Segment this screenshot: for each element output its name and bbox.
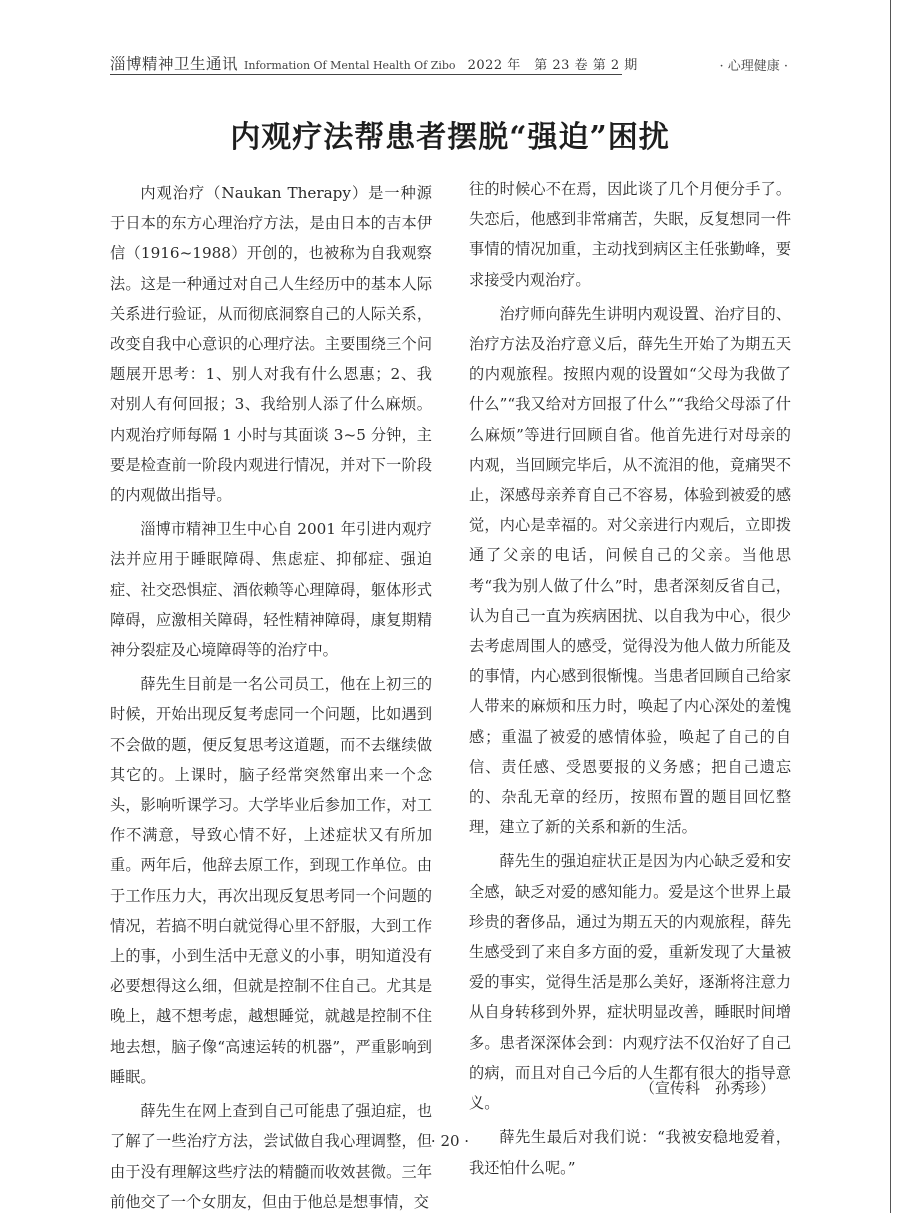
article-title: 内观疗法帮患者摆脱“强迫”困扰 bbox=[230, 120, 670, 155]
section-label: · 心理健康 · bbox=[719, 59, 788, 74]
page-number: · 20 · bbox=[430, 1132, 470, 1150]
left-column bbox=[110, 178, 432, 1217]
journal-name-en: Information Of Mental Health Of Zibo bbox=[244, 59, 456, 72]
paragraph: 淄博市精神卫生中心自 2001 年引进内观疗法并应用于睡眠障碍、焦虑症、抑郁症、强迫症、社交恐惧症、酒依赖等心理障碍，躯体形式障碍，应激相关障碍，轻性精神障碍，康复期精神分裂症及心境障碍等的治疗中。 bbox=[110, 520, 432, 660]
right-margin-rule bbox=[890, 0, 891, 1213]
header-rule bbox=[110, 74, 622, 75]
issue-info: 2022 年 第 23 卷 第 2 期 bbox=[467, 58, 638, 73]
paragraph: 薛先生的强迫症状正是因为内心缺乏爱和安全感，缺乏对爱的感知能力。爱是这个世界上最珍贵的奢侈品，通过为期五天的内观旅程，薛先生感受到了来自多方面的爱，重新发现了大量被爱的事实，觉得生活是那么美好，逐渐将注意力从自身转移到外界，症状明显改善，睡眠时间增多。患者深深体会到：内观疗法不仅治好了自己的病，而且对自己今后的人生都有很大的指导意义。 bbox=[469, 852, 791, 1113]
paragraph: 薛先生目前是一名公司员工，他在上初三的时候，开始出现反复考虑同一个问题，比如遇到不会做的题，便反复思考这道题，而不去继续做其它的。上课时，脑子经常突然窜出来一个念头，影响听课学习。大学毕业后参加工作，对工作不满意，导致心情不好，上述症状又有所加重。两年后，他辞去原工作，到现工作单位。由于工作压力大，再次出现反复思考同一个问题的情况，若搞不明白就觉得心里不舒服，大到工作上的事，小到生活中无意义的小事，明知道没有必要想得这么细，但就是控制不住自己。尤其是晚上，越不想考虑，越想睡觉，就越是控制不住地去想，脑子像“高速运转的机器”，严重影响到睡眠。 bbox=[110, 675, 432, 1086]
author-signature: （宣传科 孙秀珍） bbox=[640, 1079, 776, 1097]
paragraph: 治疗师向薛先生讲明内观设置、治疗目的、治疗方法及治疗意义后，薛先生开始了为期五天的内观旅程。按照内观的设置如“父母为我做了什么”“我又给对方回报了什么”“我给父母添了什么麻烦”等进行回顾自省。他首先进行对母亲的内观，当回顾完毕后，从不流泪的他，竟痛哭不止，深感母亲养育自己不容易，体验到被爱的感觉，内心是幸福的。对父亲进行内观后，立即拨通了父亲的电话，问候自己的父亲。当他思考“我为别人做了什么”时，患者深刻反省自己，认为自己一直为疾病困扰、以自我为中心，很少去考虑周围人的感受，觉得没为他人做力所能及的事情，内心感到很惭愧。当患者回顾自己给家人带来的麻烦和压力时，唤起了内心深处的羞愧感；重温了被爱的感情体验，唤起了自己的自信、责任感、受恩要报的义务感；把自己遗忘的、杂乱无章的经历，按照布置的题目回忆整理，建立了新的关系和新的生活。 bbox=[469, 304, 791, 837]
paragraph: 薛先生在网上查到自己可能患了强迫症，也了解了一些治疗方法，尝试做自我心理调整，但由于没有理解这些疗法的精髓而收效甚微。三年前他交了一个女朋友，但由于他总是想事情，交 bbox=[110, 1102, 432, 1211]
paragraph: 薛先生最后对我们说：“我被安稳地爱着，我还怕什么呢。” bbox=[469, 1128, 791, 1177]
right-column bbox=[469, 174, 791, 1183]
journal-line bbox=[110, 52, 638, 74]
paragraph-continued: 往的时候心不在焉，因此谈了几个月便分手了。失恋后，他感到非常痛苦，失眠，反复想同一件事情的情况加重，主动找到病区主任张勤峰，要求接受内观治疗。 bbox=[469, 180, 791, 289]
paragraph: 内观治疗（Naukan Therapy）是一种源于日本的东方心理治疗方法，是由日本的吉本伊信（1916~1988）开创的，也被称为自我观察法。这是一种通过对自己人生经历中的基本人际关系进行验证，从而彻底洞察自己的人际关系，改变自我中心意识的心理疗法。主要围绕三个问题展开思考：1、别人对我有什么恩惠；2、我对别人有何回报；3、我给别人添了什么麻烦。内观治疗师每隔 1 小时与其面谈 3~5 分钟，主要是检查前一阶段内观进行情况，并对下一阶段的内观做出指导。 bbox=[110, 184, 432, 505]
journal-name-cn: 淄博精神卫生通讯 bbox=[110, 55, 239, 73]
